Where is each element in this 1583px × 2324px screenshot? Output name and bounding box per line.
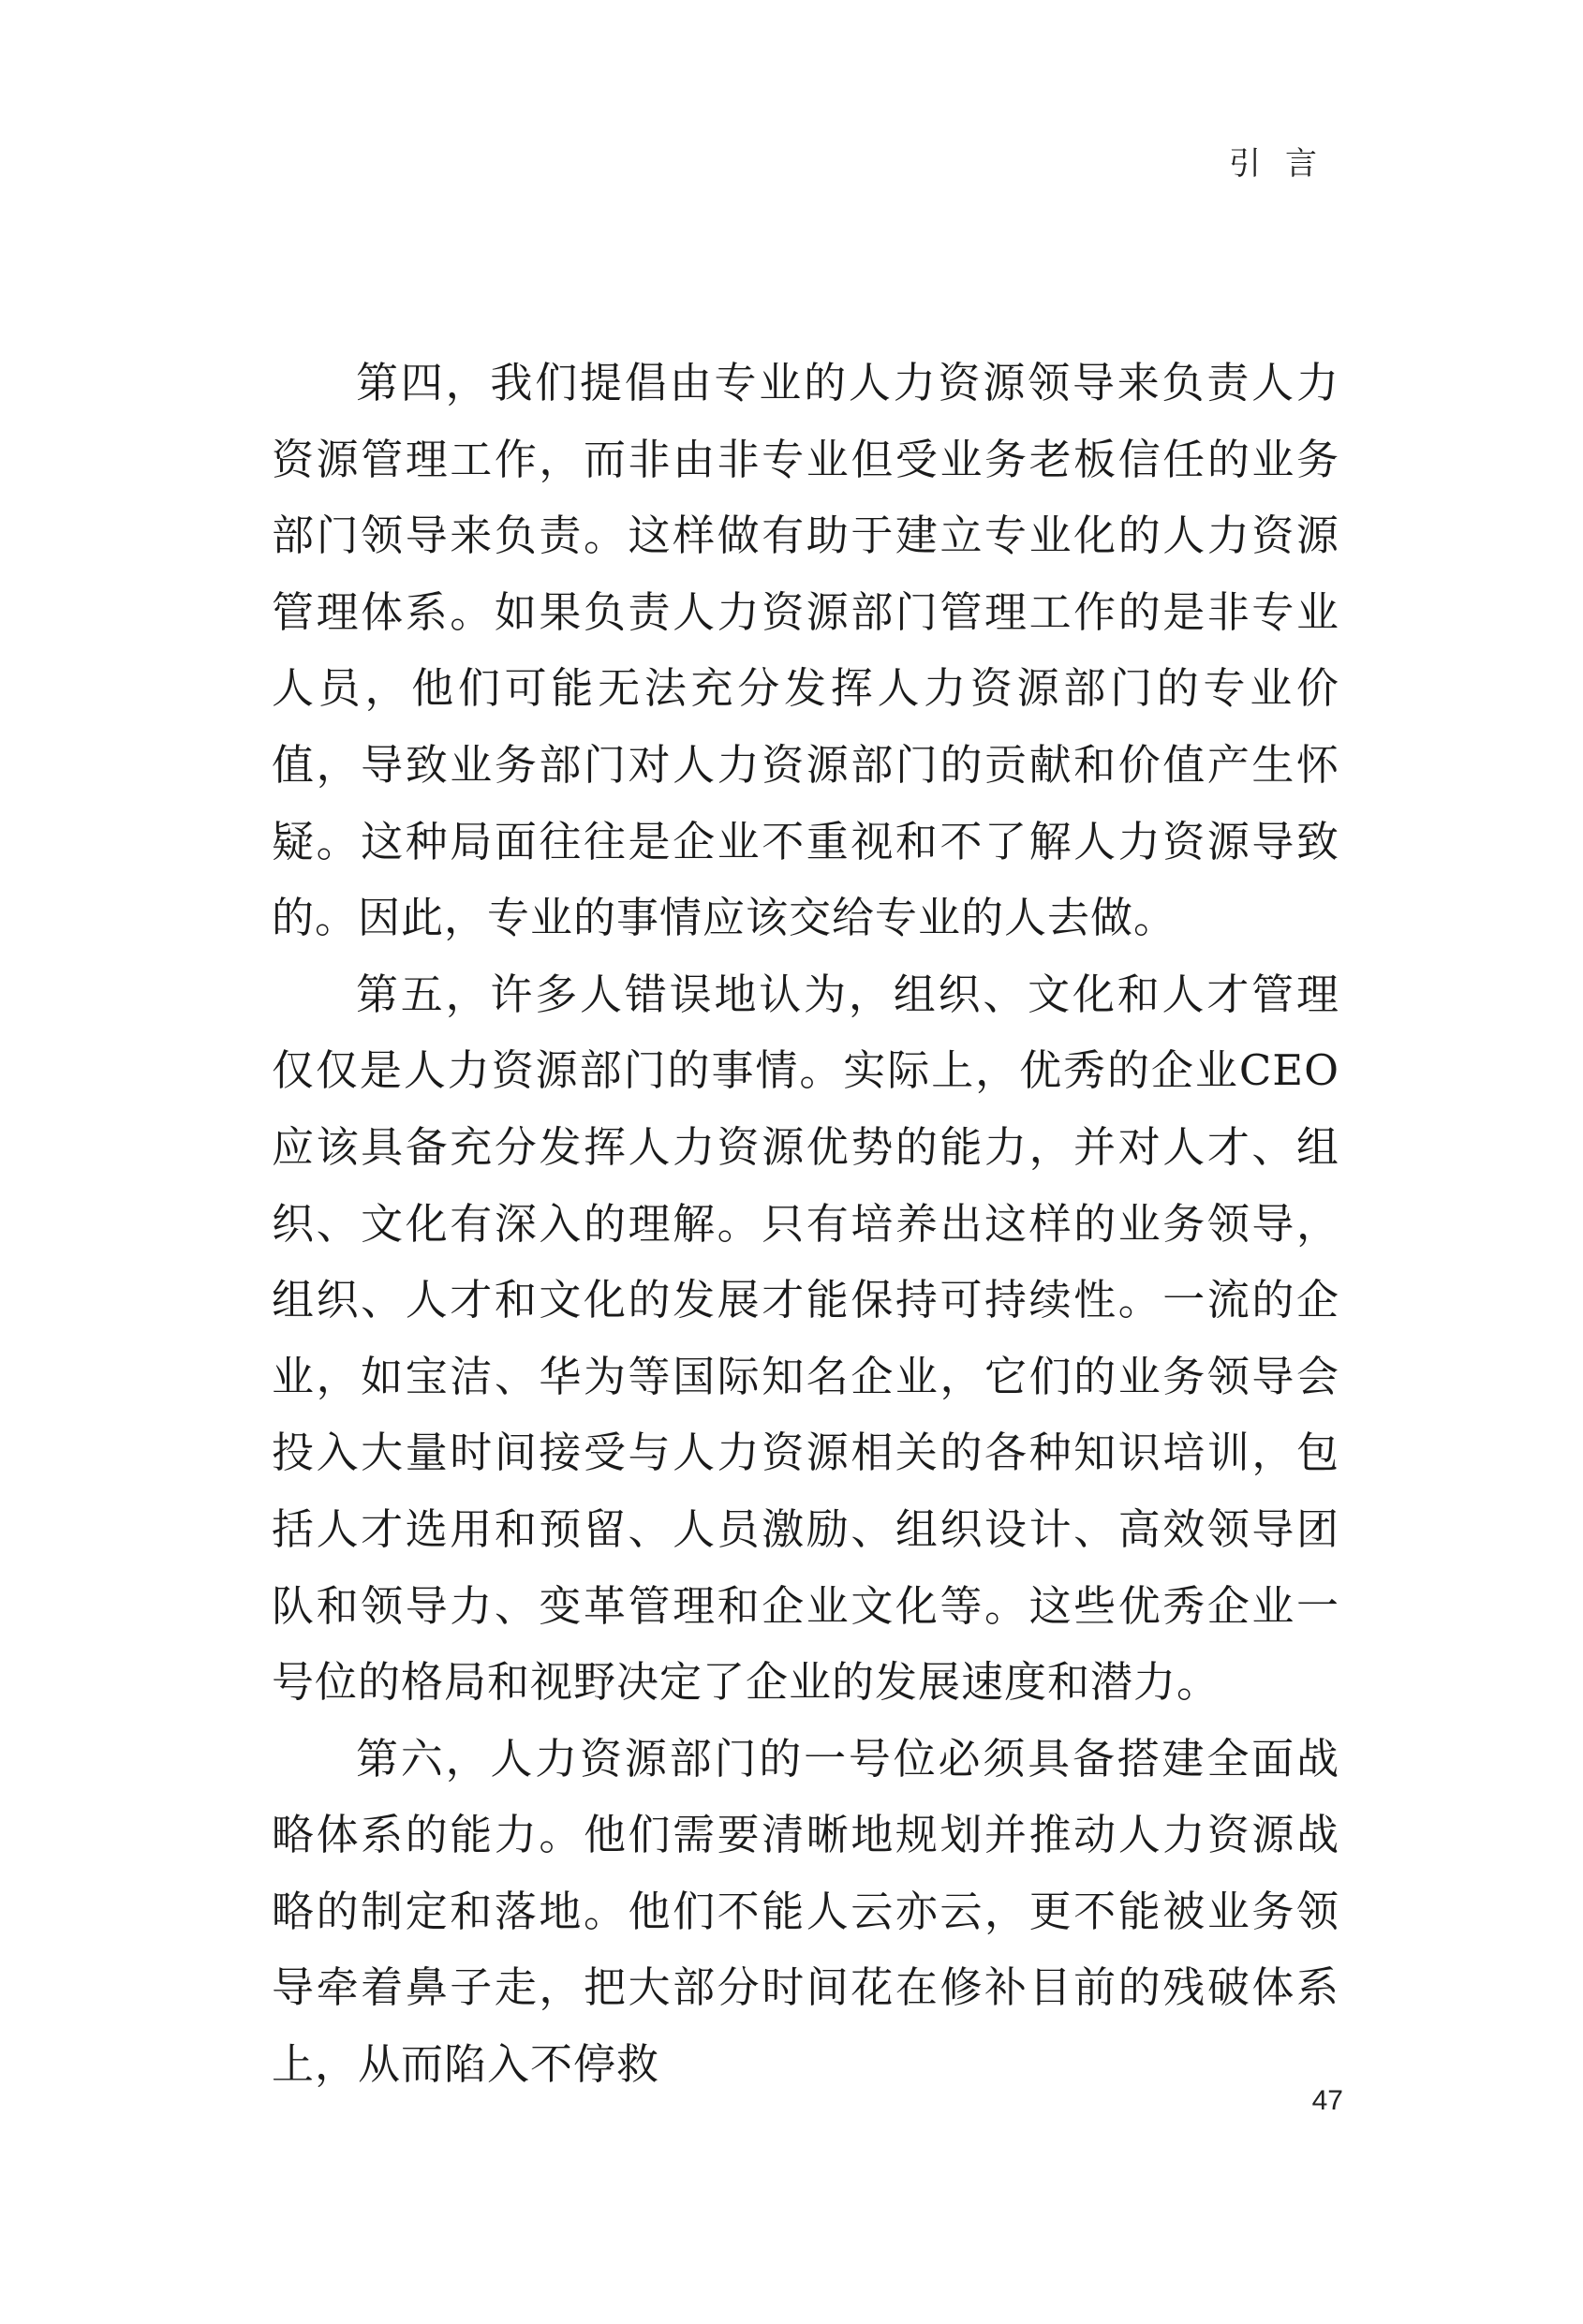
body-text xyxy=(272,345,1339,2103)
paragraph-fifth-point: 第五，许多人错误地认为，组织、文化和人才管理仅仅是人力资源部门的事情。实际上，优秀的企业CEO应该具备充分发挥人力资源优势的能力，并对人才、组织、文化有深入的理解。只有培养出这样的业务领导，组织、人才和文化的发展才能保持可持续性。一流的企业，如宝洁、华为等国际知名企业，它们的业务领导会投入大量时间接受与人力资源相关的各种知识培训，包括人才选用和预留、人员激励、组织设计、高效领导团队和领导力、变革管理和企业文化等。这些优秀企业一号位的格局和视野决定了企业的发展速度和潜力。 xyxy=(272,969,1339,1708)
paragraph-sixth-point: 第六，人力资源部门的一号位必须具备搭建全面战略体系的能力。他们需要清晰地规划并推动人力资源战略的制定和落地。他们不能人云亦云，更不能被业务领导牵着鼻子走，把大部分时间花在修补目前的残破体系上，从而陷入不停救 xyxy=(272,1733,1339,2090)
paragraph-fourth-point: 第四，我们提倡由专业的人力资源领导来负责人力资源管理工作，而非由非专业但受业务老板信任的业务部门领导来负责。这样做有助于建立专业化的人力资源管理体系。如果负责人力资源部门管理工作的是非专业人员，他们可能无法充分发挥人力资源部门的专业价值，导致业务部门对人力资源部门的贡献和价值产生怀疑。这种局面往往是企业不重视和不了解人力资源导致的。因此，专业的事情应该交给专业的人去做。 xyxy=(272,358,1339,943)
page-number: 47 xyxy=(1311,2085,1343,2116)
running-header: 引言 xyxy=(1229,145,1341,183)
